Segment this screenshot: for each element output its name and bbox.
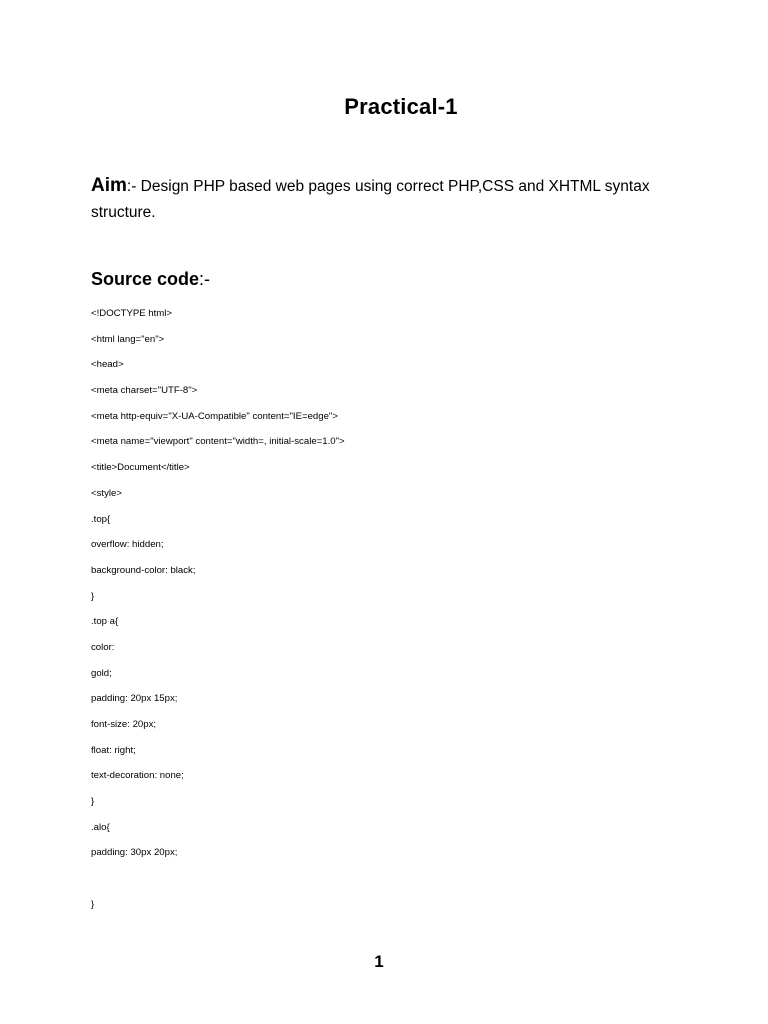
code-line: gold; [91, 667, 112, 679]
code-line: .alo{ [91, 821, 110, 833]
aim-text: :- Design PHP based web pages using correct PHP,CSS and XHTML syntax structure. [91, 178, 650, 221]
code-line: .top a{ [91, 616, 119, 628]
code-block [91, 306, 345, 923]
code-line: } [91, 796, 95, 808]
code-line: } [91, 590, 95, 602]
page-number: 1 [374, 952, 384, 971]
code-line: color: [91, 641, 115, 653]
code-line: <head> [91, 359, 124, 371]
code-line: <!DOCTYPE html> [91, 308, 173, 319]
code-line: overflow: hidden; [91, 539, 164, 551]
code-line: <meta name="viewport" content="width=, initial-scale=1.0"> [91, 436, 345, 448]
code-line: } [91, 898, 95, 910]
code-line: <style> [91, 487, 122, 499]
source-code-suffix: :- [199, 269, 211, 289]
code-line: <html lang="en"> [91, 333, 165, 345]
code-line: font-size: 20px; [91, 719, 157, 730]
code-line: <title>Document</title> [91, 462, 190, 474]
code-line: padding: 30px 20px; [91, 847, 178, 859]
aim-paragraph [91, 173, 671, 226]
code-line: float: right; [91, 744, 136, 756]
code-line: <meta http-equiv="X-UA-Compatible" content="IE=edge"> [91, 410, 338, 422]
aim-label: Aim [91, 175, 127, 196]
code-line: padding: 20px 15px; [91, 693, 178, 705]
code-line: .top{ [91, 513, 111, 525]
code-line: <meta charset="UTF-8"> [91, 385, 198, 397]
source-code-label: Source code [91, 269, 200, 289]
code-line: text-decoration: none; [91, 770, 184, 782]
page-title: Practical-1 [344, 94, 458, 119]
code-line: background-color: black; [91, 564, 196, 576]
source-code-heading [91, 269, 210, 290]
code-line [91, 871, 345, 897]
